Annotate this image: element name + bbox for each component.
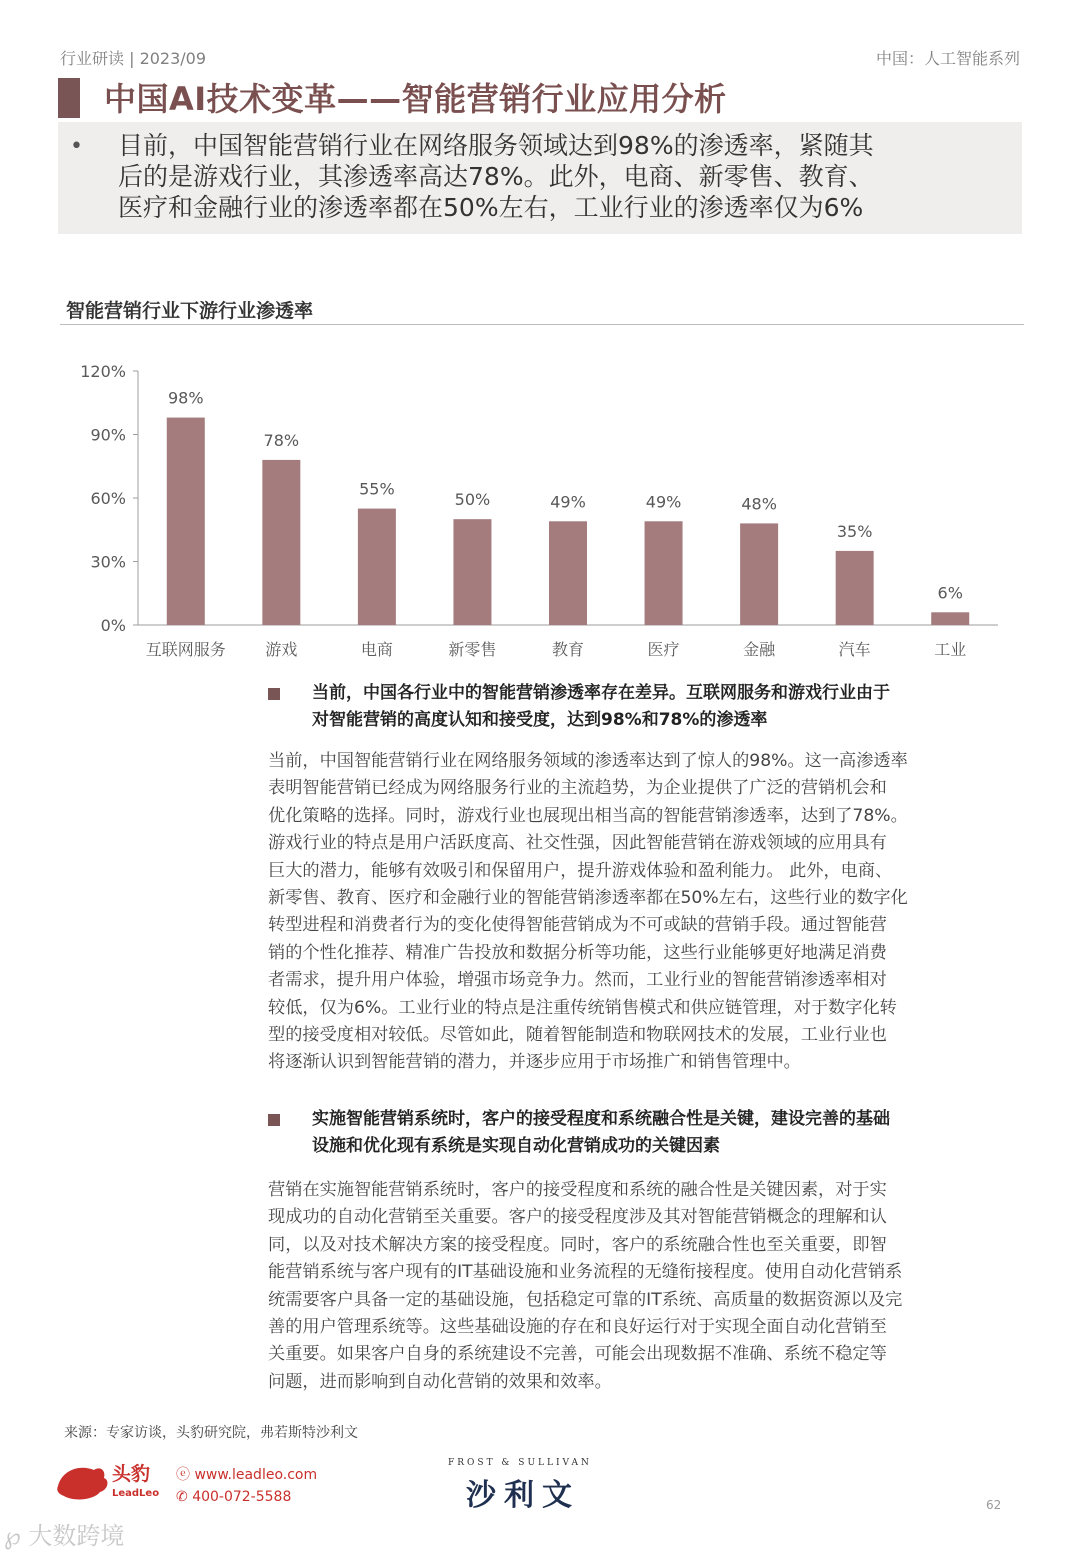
bar [836,551,874,625]
watermark-text: 大数跨境 [28,1522,125,1550]
frost-sullivan-wordmark: FROST & SULLIVAN [448,1458,592,1468]
body-line: 游戏行业的特点是用户活跃度高、社交性强，因此智能营销在游戏领域的应用具有 [268,833,887,854]
header-left: 行业研读 | 2023/09 [60,49,207,68]
body-line: 能营销系统与客户现有的IT基础设施和业务流程的无缝衔接程度。使用自动化营销系 [268,1262,903,1283]
bar [358,509,396,625]
body-line: 巨大的潜力，能够有效吸引和保留用户，提升游戏体验和盈利能力。 此外，电商、 [268,860,893,881]
page-number: 62 [986,1498,1002,1512]
y-tick-label: 90% [90,425,126,445]
frost-sullivan-cn-logo: 沙利文 [466,1478,580,1513]
body-line: 型的接受度相对较低。尽管如此，随着智能制造和物联网技术的发展，工业行业也 [268,1025,887,1046]
bar [931,612,969,625]
summary-line: 目前，中国智能营销行业在网络服务领域达到98%的渗透率，紧随其 [118,131,874,160]
body-line: 当前，中国智能营销行业在网络服务领域的渗透率达到了惊人的98%。这一高渗透率 [268,751,908,771]
leopard-icon [57,1468,107,1500]
logo-cn-text: 头豹 [112,1463,151,1485]
contact-block [176,1464,317,1508]
phone-number: 400-072-5588 [192,1489,292,1505]
bar [645,521,683,625]
y-tick-label: 30% [90,552,126,572]
section-body [268,1177,1020,1396]
body-line: 将逐渐认识到智能营销的潜力，并逐步应用于市场推广和销售管理中。 [268,1052,801,1073]
body-line: 较低，仅为6%。工业行业的特点是注重传统销售模式和供应链管理，对于数字化转 [268,997,897,1018]
logo-en-text: LeadLeo [112,1488,160,1499]
source-note: 来源：专家访谈，头豹研究院，弗若斯特沙利文 [64,1425,358,1441]
chart-title: 智能营销行业下游行业渗透率 [66,300,314,322]
bar-value-label: 78% [263,430,300,450]
y-tick-label: 0% [100,616,126,635]
bar [453,519,491,625]
phone-row [176,1486,317,1508]
bar-value-label: 49% [550,492,586,512]
x-category-label: 工业 [934,640,967,659]
x-category-label: 新零售 [448,640,497,659]
body-line: 营销在实施智能营销系统时，客户的接受程度和系统的融合性是关键因素，对于实 [268,1180,887,1200]
bar [549,521,587,625]
watermark [4,1516,124,1551]
summary-line: 医疗和金融行业的渗透率都在50%左右，工业行业的渗透率仅为6% [118,193,864,222]
page-title: 中国AI技术变革——智能营销行业应用分析 [104,80,727,118]
body-line: 同，以及对技术解决方案的接受程度。同时，客户的系统融合性也至关重要，即智 [268,1234,887,1255]
body-line: 统需要客户具备一定的基础设施，包括稳定可靠的IT系统、高质量的数据资源以及完 [268,1289,903,1310]
bar-value-label: 49% [645,492,682,512]
bar [167,418,205,625]
bar [262,460,300,625]
x-category-label: 金融 [743,640,776,659]
leadleo-logo [54,1456,184,1506]
body-line: 善的用户管理系统等。这些基础设施的存在和良好运行对于实现全面自动化营销至 [268,1317,887,1338]
y-tick-label: 120% [80,362,126,381]
title-accent-bar [58,78,80,118]
summary-bullet: • [70,134,83,159]
section-body [268,748,1020,1077]
section-heading-line: 实施智能营销系统时，客户的接受程度和系统融合性是关键，建设完善的基础 [312,1109,890,1129]
section-heading-line: 当前，中国各行业中的智能营销渗透率存在差异。互联网服务和游戏行业由于 [312,683,890,703]
bar [740,523,778,625]
x-category-label: 游戏 [265,640,298,659]
body-line: 者需求，提升用户体验，增强市场竞争力。然而，工业行业的智能营销渗透率相对 [268,970,887,991]
body-line: 现成功的自动化营销至关重要。客户的接受程度涉及其对智能营销概念的理解和认 [268,1207,887,1228]
section-heading [312,680,1022,734]
body-line: 问题，进而影响到自动化营销的效果和效率。 [268,1371,612,1392]
body-line: 关重要。如果客户自身的系统建设不完善，可能会出现数据不准确、系统不稳定等 [268,1344,887,1365]
header-right: 中国：人工智能系列 [875,49,1020,68]
x-category-label: 医疗 [647,640,680,659]
section-marker [268,1114,280,1126]
x-category-label: 互联网服务 [145,640,226,659]
section-heading-line: 对智能营销的高度认知和接受度，达到98%和78%的渗透率 [312,710,768,730]
summary-text [118,130,998,223]
bar-value-label: 6% [937,583,963,603]
phone-icon: ✆ [176,1489,193,1505]
bar-value-label: 35% [836,521,873,541]
body-line: 优化策略的选择。同时，游戏行业也展现出相当高的智能营销渗透率，达到了78%。 [268,805,908,826]
bar-chart [60,355,1020,665]
y-tick-label: 60% [90,489,126,508]
body-line: 表明智能营销已经成为网络服务行业的主流趋势，为企业提供了广泛的营销机会和 [268,778,887,799]
section-heading [312,1106,1022,1160]
x-category-label: 教育 [551,640,585,659]
body-line: 销的个性化推荐、精准广告投放和数据分析等功能，这些行业能够更好地满足消费 [268,942,887,963]
summary-line: 后的是游戏行业，其渗透率高达78%。此外，电商、新零售、教育、 [118,162,874,191]
x-category-label: 汽车 [838,640,871,659]
bar-value-label: 98% [167,388,204,408]
chart-title-divider [60,324,1024,325]
bar-value-label: 55% [359,479,395,499]
web-icon: ⓔ [176,1467,195,1483]
section-marker [268,688,280,700]
body-line: 转型进程和消费者行为的变化使得智能营销成为不可或缺的营销手段。通过智能营 [268,915,887,936]
bar-value-label: 50% [454,490,491,510]
body-line: 新零售、教育、医疗和金融行业的智能营销渗透率都在50%左右，这些行业的数字化 [268,888,908,909]
watermark-icon: ℘ [4,1522,29,1550]
bar-value-label: 48% [741,494,777,514]
x-category-label: 电商 [360,640,393,659]
website-link[interactable]: www.leadleo.com [194,1467,318,1483]
website-row[interactable] [176,1464,317,1486]
section-heading-line: 设施和优化现有系统是实现自动化营销成功的关键因素 [312,1136,720,1156]
